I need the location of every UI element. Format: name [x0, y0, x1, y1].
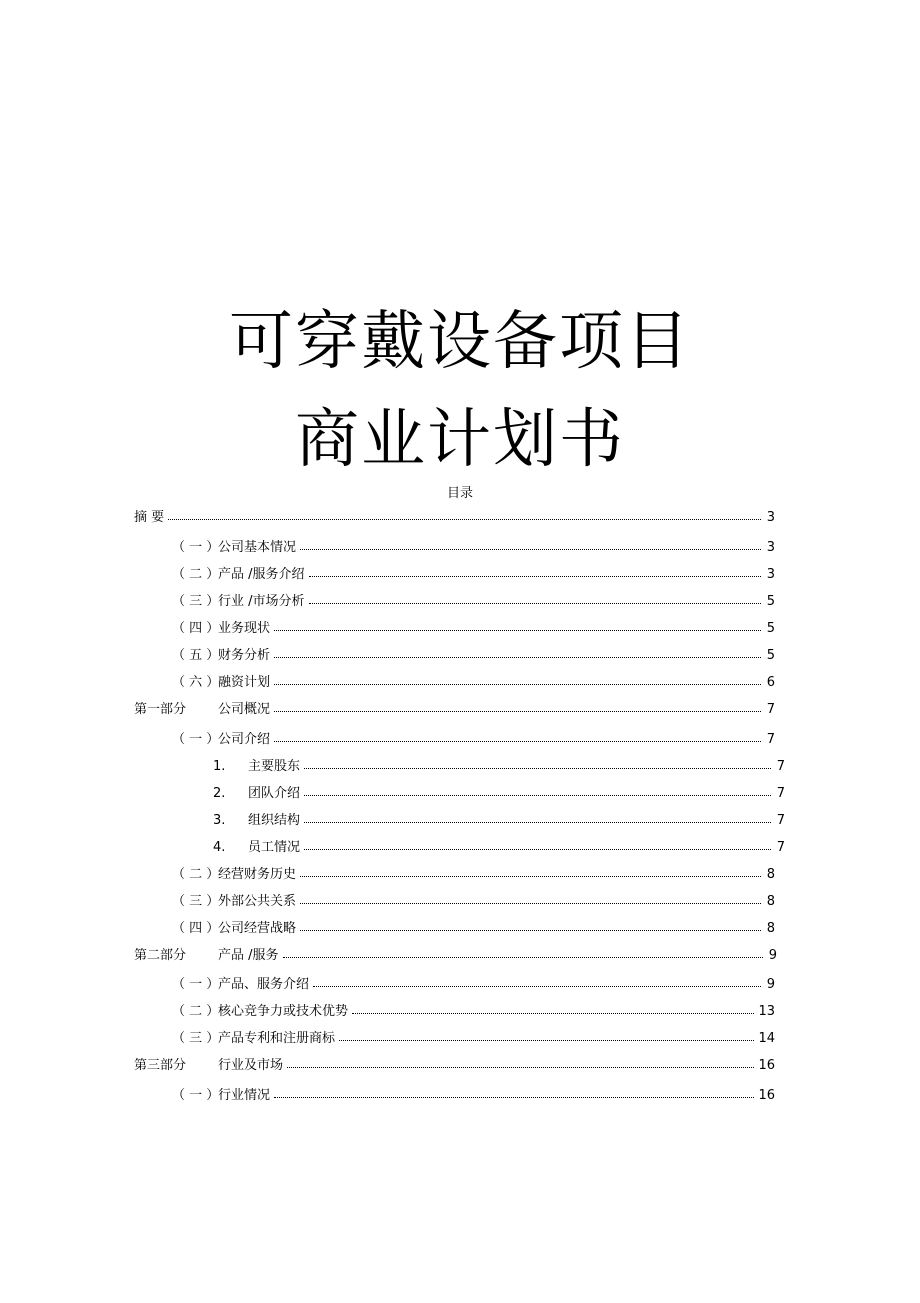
toc-entry-number: （ 二 ） — [172, 867, 220, 882]
toc-entry-title: 产品、服务介绍 — [218, 977, 310, 992]
toc-entry[interactable] — [172, 535, 775, 555]
toc-entry[interactable] — [172, 999, 775, 1019]
toc-entry-page: 5 — [766, 648, 775, 663]
toc-entry-number: （ 五 ） — [172, 648, 220, 663]
document-title-line1: 可穿戴设备项目 — [229, 305, 691, 379]
toc-entry-page: 13 — [758, 1004, 775, 1019]
toc-entry-title: 产品专利和注册商标 — [218, 1031, 336, 1046]
toc-dot-leader — [287, 1066, 754, 1068]
toc-entry-title: 主要股东 — [248, 759, 301, 774]
toc-entry[interactable] — [172, 670, 775, 690]
toc-entry-number: 4. — [213, 840, 226, 855]
toc-entry-page: 3 — [766, 510, 775, 525]
toc-entry[interactable] — [213, 835, 785, 855]
toc-heading: 目录 — [446, 486, 473, 501]
toc-dot-leader — [313, 985, 761, 987]
toc-entry[interactable] — [172, 562, 775, 582]
toc-entry-page: 3 — [766, 567, 775, 582]
toc-entry-number: （ 六 ） — [172, 675, 220, 690]
document-title-line2: 商业计划书 — [295, 403, 625, 477]
toc-entry-title: 业务现状 — [218, 621, 271, 636]
toc-entry[interactable] — [213, 808, 785, 828]
toc-entry-page: 8 — [766, 921, 775, 936]
toc-entry-page: 16 — [758, 1058, 775, 1073]
toc-entry-number: （ 一 ） — [172, 977, 220, 992]
toc-entry-title: 行业情况 — [218, 1088, 271, 1103]
toc-dot-leader — [300, 902, 761, 904]
toc-dot-leader — [274, 683, 761, 685]
toc-dot-leader — [352, 1012, 754, 1014]
toc-entry[interactable] — [172, 727, 775, 747]
toc-entry[interactable] — [172, 589, 775, 609]
toc-entry-page: 8 — [766, 867, 775, 882]
toc-dot-leader — [168, 518, 761, 520]
toc-entry-title: 员工情况 — [248, 840, 301, 855]
toc-entry-page: 7 — [766, 732, 775, 747]
toc-entry[interactable] — [172, 1083, 775, 1103]
toc-entry-title: 经营财务历史 — [218, 867, 297, 882]
toc-entry-number: （ 三 ） — [172, 894, 220, 909]
toc-entry[interactable] — [172, 972, 775, 992]
toc-entry[interactable] — [134, 697, 775, 717]
toc-entry-title: 产品 /服务 — [218, 948, 279, 963]
toc-entry-number: 3. — [213, 813, 226, 828]
toc-dot-leader — [274, 740, 761, 742]
toc-entry-title: 行业 /市场分析 — [218, 594, 305, 609]
toc-entry-number: （ 一 ） — [172, 540, 220, 555]
table-of-contents — [0, 505, 920, 1125]
toc-entry-title: 外部公共关系 — [218, 894, 297, 909]
toc-entry[interactable] — [172, 916, 775, 936]
toc-entry-page: 5 — [766, 594, 775, 609]
toc-entry-number: 摘 要 — [134, 510, 165, 525]
toc-entry[interactable] — [213, 781, 785, 801]
toc-entry-number: （ 一 ） — [172, 1088, 220, 1103]
toc-entry-page: 8 — [766, 894, 775, 909]
toc-dot-leader — [309, 575, 761, 577]
toc-entry-page: 16 — [758, 1088, 775, 1103]
toc-entry-page: 5 — [766, 621, 775, 636]
toc-dot-leader — [300, 548, 761, 550]
toc-dot-leader — [339, 1039, 754, 1041]
toc-dot-leader — [300, 875, 761, 877]
toc-entry[interactable] — [172, 616, 775, 636]
toc-entry[interactable] — [134, 505, 775, 525]
toc-entry-title: 财务分析 — [218, 648, 271, 663]
toc-entry-title: 公司概况 — [218, 702, 271, 717]
toc-dot-leader — [309, 602, 761, 604]
toc-entry-title: 团队介绍 — [248, 786, 301, 801]
toc-entry-page: 7 — [766, 702, 775, 717]
toc-entry-number: （ 四 ） — [172, 621, 220, 636]
toc-dot-leader — [274, 656, 761, 658]
toc-dot-leader — [274, 710, 761, 712]
toc-entry-title: 公司介绍 — [218, 732, 271, 747]
toc-entry-number: 第二部分 — [134, 948, 187, 963]
toc-entry-page: 7 — [776, 759, 785, 774]
toc-dot-leader — [304, 767, 771, 769]
toc-entry-number: 1. — [213, 759, 226, 774]
toc-entry-number: （ 三 ） — [172, 594, 220, 609]
toc-entry-title: 行业及市场 — [218, 1058, 284, 1073]
toc-entry[interactable] — [213, 754, 785, 774]
toc-entry[interactable] — [172, 862, 775, 882]
toc-entry-page: 7 — [776, 813, 785, 828]
toc-entry-page: 7 — [776, 786, 785, 801]
toc-entry-page: 7 — [776, 840, 785, 855]
toc-entry-title: 融资计划 — [218, 675, 271, 690]
toc-dot-leader — [274, 1096, 754, 1098]
toc-entry-number: 2. — [213, 786, 226, 801]
toc-entry-title: 组织结构 — [248, 813, 301, 828]
toc-entry[interactable] — [172, 643, 775, 663]
toc-dot-leader — [304, 794, 771, 796]
toc-entry-title: 核心竞争力或技术优势 — [218, 1004, 349, 1019]
toc-dot-leader — [274, 629, 761, 631]
toc-entry-number: （ 一 ） — [172, 732, 220, 747]
toc-dot-leader — [300, 929, 761, 931]
toc-entry-title: 公司经营战略 — [218, 921, 297, 936]
toc-entry-number: （ 三 ） — [172, 1031, 220, 1046]
toc-entry-page: 6 — [766, 675, 775, 690]
toc-entry[interactable] — [134, 943, 777, 963]
toc-entry-number: 第一部分 — [134, 702, 187, 717]
toc-entry-page: 9 — [766, 977, 775, 992]
toc-entry[interactable] — [134, 1053, 775, 1073]
toc-entry-number: （ 二 ） — [172, 567, 220, 582]
toc-entry-number: （ 四 ） — [172, 921, 220, 936]
toc-entry-title: 公司基本情况 — [218, 540, 297, 555]
toc-entry-title: 产品 /服务介绍 — [218, 567, 305, 582]
toc-entry[interactable] — [172, 889, 775, 909]
toc-entry-page: 14 — [758, 1031, 775, 1046]
toc-entry[interactable] — [172, 1026, 775, 1046]
toc-dot-leader — [304, 848, 771, 850]
toc-dot-leader — [304, 821, 771, 823]
toc-dot-leader — [283, 956, 763, 958]
toc-entry-page: 9 — [768, 948, 777, 963]
toc-entry-number: 第三部分 — [134, 1058, 187, 1073]
toc-entry-page: 3 — [766, 540, 775, 555]
toc-entry-number: （ 二 ） — [172, 1004, 220, 1019]
